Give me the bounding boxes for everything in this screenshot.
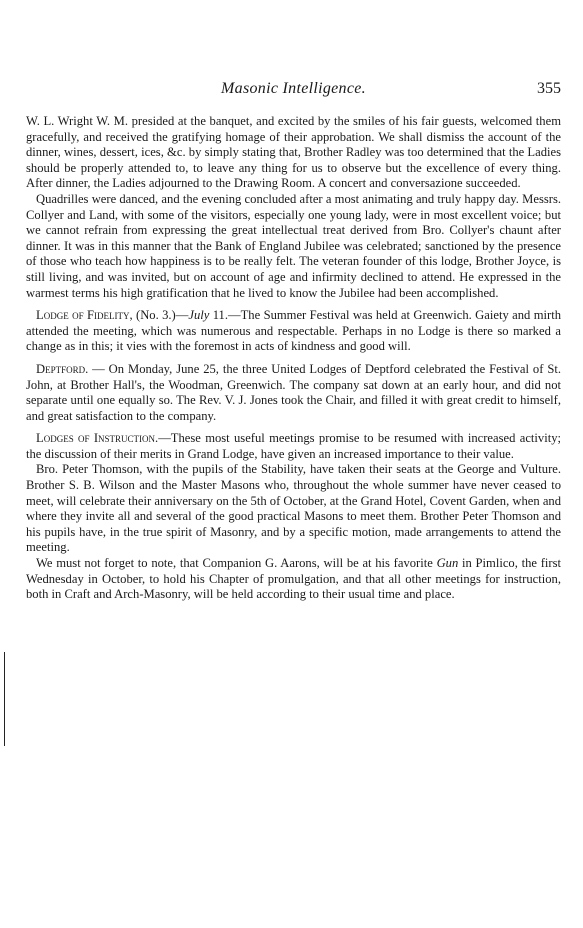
deptford-text: — On Monday, June 25, the three United Lodges of Deptford celebrated the Festival of St. John, at Brother Hall's, the Woodman, Greenwich. The company sat down at an early hour, and did not separate until one equally so. The Rev. V. J. Jones took the Chair, and filled it with great credit to himself, and great satisfaction to the company. [26,361,561,423]
paragraph-quadrilles: Quadrilles were danced, and the evening concluded after a most animating and truly happy day. Messrs. Collyer and Land, with some of the visitors, especially one young lady, were in most excellent voice; but we cannot refrain from expressing the great intellectual treat derived from Bro. Collyer's chaunt after dinner. It was in this manner that the Bank of England Jubilee was celebrated; sanctioned by the presence of those who teach how happiness is to be really felt. The veteran founder of this lodge, Brother Joyce, is still living, and was invited, but on account of age and infirmity declined to attend. He expressed in the warmest terms his high gratification that he lived to know the Jubilee had been accomplished. [26,191,561,300]
margin-mark [4,652,5,746]
gun-tavern-name: Gun [436,556,459,571]
paragraph-lodges-of-instruction [26,431,561,462]
paragraph-banquet: W. L. Wright W. M. presided at the banquet, and excited by the smiles of his fair guests, welcomed them gracefully, and received the gratifying homage of their approbation. We shall dismiss the account of the dinner, wines, dessert, ices, &c. by simply stating that, Brother Radley was too determined that the Ladies should be properly attended to, to leave any thing for us to observe but the excellence of every thing. After dinner, the Ladies adjourned to the Drawing Room. A concert and conversazione succeeded. [26,114,561,191]
running-title: Masonic Intelligence. [221,80,366,97]
article-body [26,114,561,603]
paragraph-deptford [26,362,561,424]
festival-month: July [188,308,210,323]
paragraph-companion-aarons [26,556,561,603]
page-number: 355 [537,80,561,97]
deptford-heading: Deptford. [36,361,89,376]
aarons-text-end: in Pimlico, the first Wednesday in October, to hold his Chapter of promulgation, and that all other meetings for instruction, both in Craft and Arch-Masonry, will be held according to their usual time and place. [26,556,561,602]
paragraph-lodge-of-fidelity [26,308,561,355]
aarons-text-start: We must not forget to note, that Companion G. Aarons, will be at his favorite [36,556,437,571]
lodge-number: (No. 3.)— [132,308,189,323]
lodge-of-fidelity-heading: Lodge of Fidelity, [36,308,133,323]
paragraph-peter-thomson: Bro. Peter Thomson, with the pupils of the Stability, have taken their seats at the George and Vulture. Brother S. B. Wilson and the Master Masons who, throughout the whole summer have never ceased to meet, will celebrate their anniversary on the 5th of October, at the Grand Hotel, Covent Garden, when and where they invite all and several of the good practical Masons to meet them. Brother Peter Thomson and his pupils have, in the true spirit of Masonry, and by a specific motion, made arrangements to attend the meeting. [26,462,561,555]
lodges-of-instruction-text: —These most useful meetings promise to be resumed with increased activity; the discussion of their merits in Grand Lodge, have given an increased importance to their value. [26,431,561,461]
lodge-of-fidelity-text: 11.—The Summer Festival was held at Greenwich. Gaiety and mirth attended the meeting, which was numerous and respectable. Perhaps in no Lodge is there so marked a change as in this; it vies with the foremost in acts of kindness and good will. [26,308,561,354]
running-head [26,80,561,102]
lodges-of-instruction-heading: Lodges of Instruction. [36,431,159,446]
